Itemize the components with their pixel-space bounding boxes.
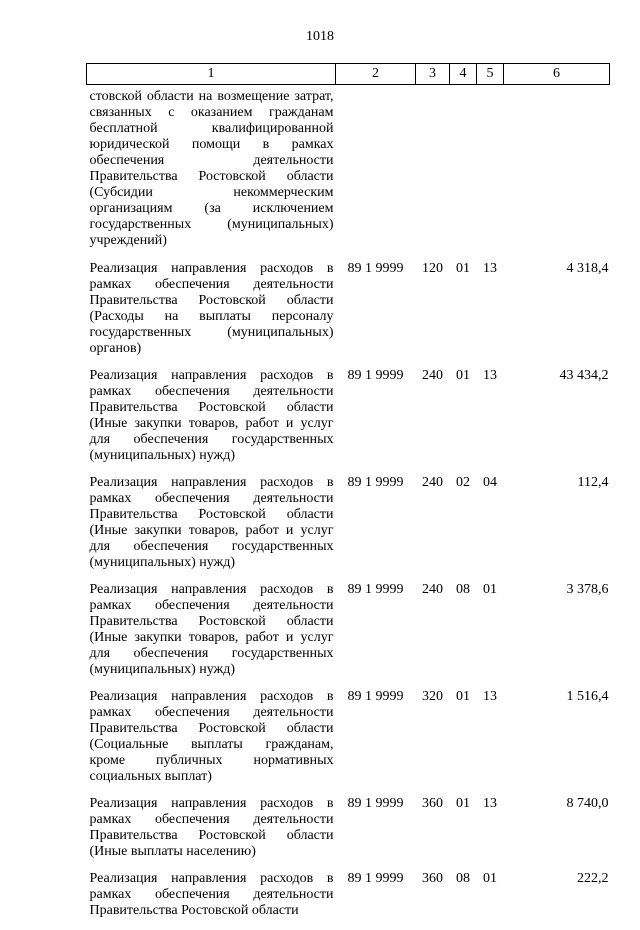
expense-name: Реализация направления расходов в рамках обеспечения деятельности Правительства Ростовской области (Социальные выплаты гражданам, кроме публичных нормативных социальных выплат) [89,689,334,784]
table-row [87,261,610,368]
section-code: 01 [456,796,470,811]
target-code: 89 1 9999 [347,796,404,811]
subsection-code [477,85,504,262]
column-header-5: 5 [477,64,504,85]
subsection-code: 01 [483,582,497,597]
expense-name: Реализация направления расходов в рамках обеспечения деятельности Правительства Ростовской области (Иные закупки товаров, работ и услуг для обеспечения государственных (муниципальных) нужд) [89,582,334,677]
subsection-code: 13 [483,796,497,811]
expense-name: Реализация направления расходов в рамках обеспечения деятельности Правительства Ростовской области (Иные закупки товаров, работ и услуг для обеспечения государственных (муниципальных) нужд) [89,475,334,570]
amount: 222,2 [577,871,609,886]
section-code: 08 [456,582,470,597]
column-header-6: 6 [504,64,610,85]
section-code: 02 [456,475,470,490]
expense-name: Реализация направления расходов в рамках обеспечения деятельности Правительства Ростовской области (Расходы на выплаты персоналу государственных (муниципальных) органов) [89,261,334,356]
expense-type [416,85,450,262]
amount: 112,4 [577,475,609,490]
amount: 1 516,4 [566,689,609,704]
section-code: 01 [456,368,470,383]
column-header-4: 4 [450,64,477,85]
section-code [450,85,477,262]
page-number: 1018 [306,29,334,44]
column-header-2: 2 [336,64,416,85]
table-row [87,871,610,930]
expense-type: 320 [422,689,443,704]
expense-type: 360 [422,796,443,811]
table-row [87,796,610,871]
expense-type: 240 [422,582,443,597]
expense-name: Реализация направления расходов в рамках обеспечения деятельности Правительства Ростовской области (Иные закупки товаров, работ и услуг для обеспечения государственных (муниципальных) нужд) [89,368,334,463]
table-row [87,85,610,262]
expense-type: 240 [422,368,443,383]
target-code: 89 1 9999 [347,689,404,704]
expense-type: 120 [422,261,443,276]
expense-type: 360 [422,871,443,886]
target-code: 89 1 9999 [347,368,404,383]
column-header-3: 3 [416,64,450,85]
subsection-code: 13 [483,368,497,383]
section-code: 01 [456,261,470,276]
amount [504,85,610,262]
subsection-code: 13 [483,689,497,704]
subsection-code: 01 [483,871,497,886]
amount: 3 378,6 [566,582,609,597]
section-code: 08 [456,871,470,886]
table-row [87,689,610,796]
table-row [87,475,610,582]
target-code: 89 1 9999 [347,261,404,276]
budget-table [86,63,610,930]
expense-name: Реализация направления расходов в рамках обеспечения деятельности Правительства Ростовской области (Иные выплаты населению) [89,796,334,859]
column-header-1: 1 [87,64,336,85]
table-header-row [87,64,610,85]
target-code: 89 1 9999 [347,475,404,490]
amount: 43 434,2 [559,368,609,383]
target-code [336,85,416,262]
section-code: 01 [456,689,470,704]
table-row [87,582,610,689]
table-row [87,368,610,475]
expense-name: Реализация направления расходов в рамках обеспечения деятельности Правительства Ростовской области [89,871,334,918]
amount: 4 318,4 [566,261,609,276]
amount: 8 740,0 [566,796,609,811]
target-code: 89 1 9999 [347,871,404,886]
expense-name: стовской области на возмещение затрат, связанных с оказанием гражданам бесплатной квалифицированной юридической помощи в рамках обеспечения деятельности Правительства Ростовской области (Субсидии некоммерческим организациям (за исключением государственных (муниципальных) учреждений) [89,89,334,248]
target-code: 89 1 9999 [347,582,404,597]
subsection-code: 13 [483,261,497,276]
subsection-code: 04 [483,475,497,490]
expense-type: 240 [422,475,443,490]
